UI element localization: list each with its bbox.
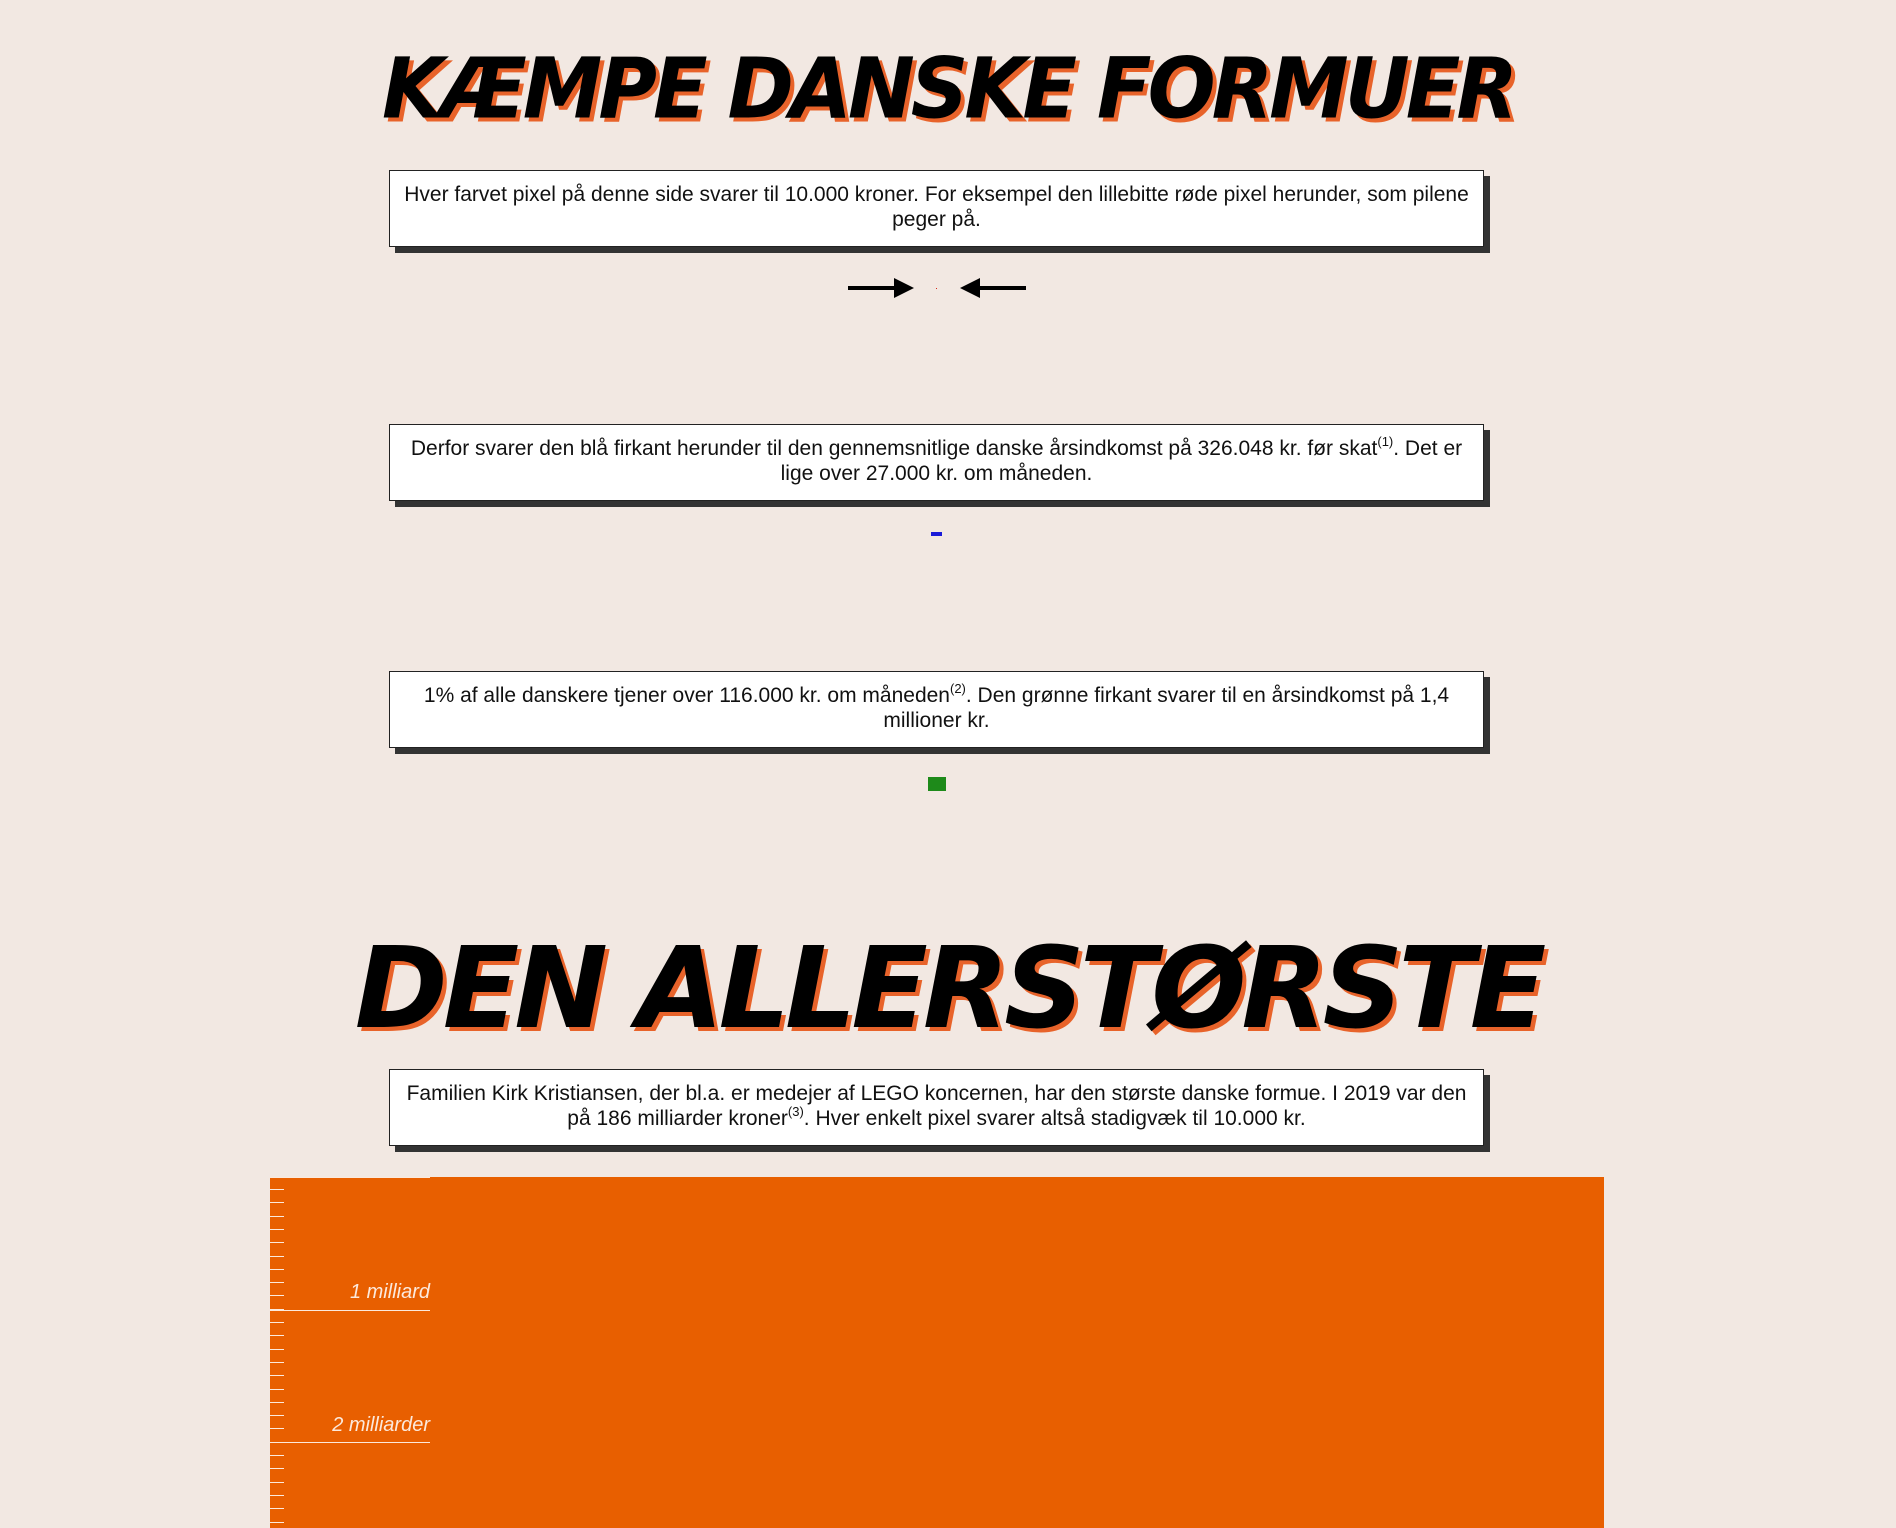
largest-fortune-text-box [389,1069,1484,1146]
top-percent-text-box [389,671,1484,748]
footnote-3-marker[interactable]: (3) [787,1104,804,1119]
arrow-right-icon [848,276,914,300]
arrow-left-icon [960,276,1026,300]
average-income-text: Derfor svarer den blå firkant herunder til den gennemsnitlige danske årsindkomst på 326.048 kr. før skat [410,437,1378,460]
largest-fortune-text-end: . Hver enkelt pixel svarer altså stadigvæk til 10.000 kr. [803,1107,1306,1130]
average-income-square [931,532,942,536]
intro-text-box [389,170,1484,247]
footnote-2-marker[interactable]: (2) [950,681,966,696]
page-title: KÆMPE DANSKE FORMUER [382,39,1514,138]
largest-fortune-block [270,1177,1604,1528]
top-percent-text-end: . Den grønne firkant svarer til en årsindkomst på 1,4 millioner kr. [883,684,1450,732]
intro-text: Hver farvet pixel på denne side svarer til 10.000 kroner. For eksempel den lillebitte røde pixel herunder, som pilene peger på. [404,183,1469,231]
largest-fortune-text: Familien Kirk Kristiansen, der bl.a. er medejer af LEGO koncernen, har den største danske formue. I 2019 var den på 186 milliarder kroner [406,1082,1467,1130]
average-income-text-end: . Det er lige over 27.000 kr. om måneden. [780,437,1463,485]
top-percent-square [928,777,946,791]
top-percent-text: 1% af alle danskere tjener over 116.000 kr. om måneden [423,684,950,707]
ruler-label-2-milliarder: 2 milliarder [332,1414,430,1436]
section-title: DEN ALLERSTØRSTE [354,924,1542,1054]
average-income-text-box [389,424,1484,501]
ruler [270,1177,430,1528]
footnote-1-marker[interactable]: (1) [1377,434,1394,449]
ruler-label-1-milliard: 1 milliard [349,1281,430,1303]
red-pixel [936,288,937,289]
